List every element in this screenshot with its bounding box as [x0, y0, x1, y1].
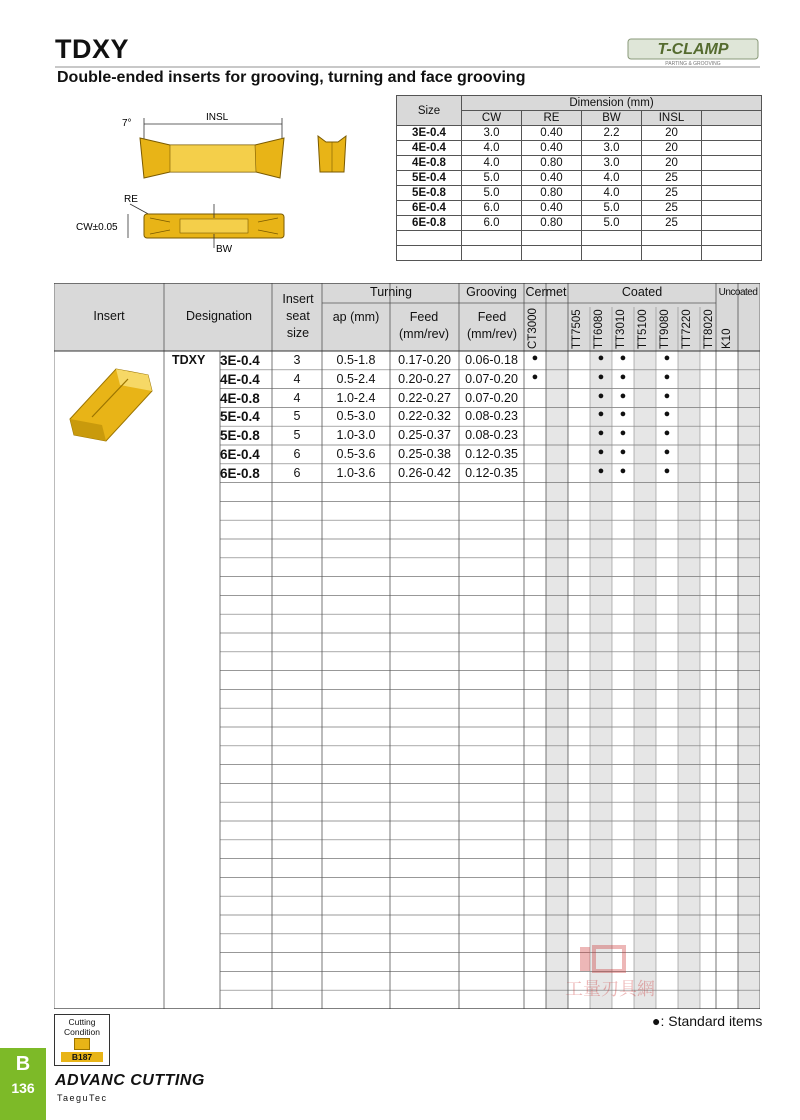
page-number: 136 — [11, 1080, 35, 1096]
section-tab — [0, 1048, 46, 1120]
dim-cell-cw: 5.0 — [462, 186, 522, 201]
dim-cell-insl: 20 — [642, 141, 702, 156]
grade-label-tt5100: TT5100 — [637, 309, 649, 349]
availability-dot-tt9080: ● — [663, 446, 671, 458]
dim-cell-blank — [702, 231, 762, 246]
designation: 6E-0.8 — [220, 465, 260, 481]
feed-grooving: 0.07-0.20 — [465, 371, 518, 386]
dim-cell-size — [397, 231, 462, 246]
col-bw: BW — [582, 111, 642, 126]
seat-size: 5 — [293, 409, 301, 424]
dimension-group-header: Dimension (mm) — [462, 96, 762, 111]
feed-turning: 0.26-0.42 — [398, 465, 451, 480]
designation-prefix: TDXY — [172, 353, 206, 367]
page-title: TDXY — [55, 34, 130, 64]
dimension-row — [397, 246, 762, 261]
dim-cell-insl — [642, 246, 702, 261]
dim-cell-re — [522, 231, 582, 246]
availability-dot-tt9080: ● — [663, 352, 671, 364]
dim-cell-insl: 25 — [642, 216, 702, 231]
seat-size: 6 — [293, 447, 301, 461]
col-re: RE — [522, 111, 582, 126]
dim-cell-cw — [462, 246, 522, 261]
dim-cell-insl: 20 — [642, 126, 702, 141]
dim-cell-bw: 4.0 — [582, 186, 642, 201]
dim-cell-re: 0.80 — [522, 156, 582, 171]
feed-grooving: 0.07-0.20 — [465, 390, 518, 405]
feed-turning: 0.22-0.32 — [398, 409, 451, 424]
dim-cell-bw: 5.0 — [582, 201, 642, 216]
dim-cell-re: 0.80 — [522, 186, 582, 201]
header-insert: Insert — [93, 309, 125, 323]
page-subtitle: Double-ended inserts for grooving, turning and face grooving — [57, 69, 526, 86]
dim-cell-bw: 3.0 — [582, 141, 642, 156]
dim-cell-blank — [702, 126, 762, 141]
ap-value: 1.0-3.6 — [336, 465, 376, 480]
re-label: RE — [124, 194, 138, 205]
dim-cell-cw: 6.0 — [462, 216, 522, 231]
grade-label-tt8020: TT8020 — [703, 309, 715, 349]
ap-value: 0.5-3.6 — [336, 447, 376, 461]
dim-cell-size: 6E-0.8 — [397, 216, 462, 231]
dim-cell-re: 0.40 — [522, 201, 582, 216]
header-uncoated: Uncoated — [718, 287, 758, 298]
dim-cell-cw: 3.0 — [462, 126, 522, 141]
angle-label: 7° — [122, 118, 132, 129]
seat-size: 4 — [293, 371, 301, 386]
watermark-logo — [540, 945, 680, 1015]
insert-icon — [74, 1038, 90, 1050]
dim-cell-insl — [642, 231, 702, 246]
cutting-condition-ref: B187 — [61, 1052, 103, 1062]
dimension-row — [397, 216, 762, 231]
dim-cell-size: 3E-0.4 — [397, 126, 462, 141]
grade-label-ct3000: CT3000 — [527, 308, 539, 349]
availability-dot-tt3010: ● — [619, 370, 627, 383]
header-coated: Coated — [621, 285, 663, 299]
logo-text: T-CLAMP — [657, 41, 729, 58]
availability-dot-tt9080: ● — [663, 408, 671, 421]
designation: 5E-0.4 — [220, 409, 260, 425]
feed-turning: 0.22-0.27 — [398, 390, 451, 405]
dimension-table — [396, 95, 762, 261]
header-ap: ap (mm) — [332, 310, 380, 324]
availability-dot-tt3010: ● — [619, 464, 627, 477]
dim-cell-blank — [702, 216, 762, 231]
dim-cell-insl: 20 — [642, 156, 702, 171]
feed-grooving: 0.06-0.18 — [465, 353, 518, 367]
dim-cell-size: 4E-0.8 — [397, 156, 462, 171]
header-grooving: Grooving — [466, 285, 517, 299]
svg-text:工量刃具網: 工量刃具網 — [565, 979, 655, 1000]
dim-cell-blank — [702, 141, 762, 156]
grade-label-tt7220: TT7220 — [681, 309, 693, 349]
grade-label-tt3010: TT3010 — [615, 309, 627, 349]
size-header: Size — [397, 96, 462, 126]
availability-dot-tt3010: ● — [619, 408, 627, 421]
availability-dot-tt3010: ● — [619, 446, 627, 458]
header-turning: Turning — [370, 285, 412, 299]
availability-dot-tt6080: ● — [597, 464, 605, 477]
feed-turning: 0.25-0.38 — [398, 447, 451, 461]
availability-dot-tt6080: ● — [597, 389, 605, 402]
legend-standard-items: ●: Standard items — [652, 1013, 763, 1029]
dim-cell-bw: 3.0 — [582, 156, 642, 171]
dim-cell-bw: 4.0 — [582, 171, 642, 186]
designation: 4E-0.8 — [220, 390, 260, 406]
feed-turning: 0.17-0.20 — [398, 353, 451, 367]
feed-grooving: 0.12-0.35 — [465, 465, 518, 480]
dim-cell-re — [522, 246, 582, 261]
dimension-row — [397, 141, 762, 156]
dim-cell-size: 4E-0.4 — [397, 141, 462, 156]
dimension-row — [397, 186, 762, 201]
designation: 3E-0.4 — [220, 353, 260, 368]
dim-cell-bw — [582, 246, 642, 261]
insl-label: INSL — [206, 112, 229, 123]
availability-dot-tt6080: ● — [597, 427, 605, 440]
dim-cell-size: 6E-0.4 — [397, 201, 462, 216]
ap-value: 0.5-3.0 — [336, 409, 376, 424]
dim-cell-cw: 4.0 — [462, 141, 522, 156]
availability-dot-tt9080: ● — [663, 427, 671, 440]
designation: 6E-0.4 — [220, 447, 260, 462]
dim-cell-blank — [702, 171, 762, 186]
ap-value: 1.0-2.4 — [336, 390, 376, 405]
dim-cell-re: 0.40 — [522, 126, 582, 141]
cutting-condition-link[interactable] — [54, 1014, 110, 1066]
feed-grooving: 0.12-0.35 — [465, 447, 518, 461]
dim-cell-blank — [702, 156, 762, 171]
dimension-row — [397, 126, 762, 141]
dim-cell-cw: 4.0 — [462, 156, 522, 171]
dim-cell-size: 5E-0.4 — [397, 171, 462, 186]
col-cw: CW — [462, 111, 522, 126]
ap-value: 0.5-2.4 — [336, 371, 376, 386]
dimension-row — [397, 171, 762, 186]
brand-subtitle: TaeguTec — [57, 1093, 108, 1103]
section-letter: B — [15, 1053, 31, 1075]
dim-cell-insl: 25 — [642, 171, 702, 186]
cw-label: CW±0.05 — [76, 222, 118, 233]
dim-cell-size — [397, 246, 462, 261]
col-insl: INSL — [642, 111, 702, 126]
availability-dot-tt9080: ● — [663, 464, 671, 477]
dim-cell-blank — [702, 186, 762, 201]
availability-dot-tt6080: ● — [597, 446, 605, 458]
t-clamp-logo — [626, 33, 760, 67]
dim-cell-re: 0.40 — [522, 171, 582, 186]
dim-cell-bw: 2.2 — [582, 126, 642, 141]
availability-dot-tt6080: ● — [597, 408, 605, 421]
availability-dot-tt3010: ● — [619, 389, 627, 402]
dimension-row — [397, 156, 762, 171]
dim-cell-cw: 5.0 — [462, 171, 522, 186]
seat-size: 6 — [293, 465, 301, 480]
dim-cell-cw — [462, 231, 522, 246]
dim-cell-bw: 5.0 — [582, 216, 642, 231]
grade-label-tt6080: TT6080 — [593, 309, 605, 349]
seat-size: 3 — [293, 353, 301, 367]
feed-turning: 0.25-0.37 — [398, 428, 451, 443]
bw-label: BW — [216, 244, 233, 255]
grade-label-tt7505: TT7505 — [571, 309, 583, 349]
dim-cell-re: 0.40 — [522, 141, 582, 156]
dim-cell-insl: 25 — [642, 201, 702, 216]
dim-cell-blank — [702, 201, 762, 216]
feed-grooving: 0.08-0.23 — [465, 409, 518, 424]
availability-dot-tt3010: ● — [619, 427, 627, 440]
availability-dot-ct3000: ● — [531, 352, 539, 364]
insert-photo — [62, 361, 158, 445]
availability-dot-tt9080: ● — [663, 389, 671, 402]
header-feed-turning: Feed (mm/rev) — [399, 310, 449, 341]
header-designation: Designation — [185, 309, 252, 323]
col-blank — [702, 111, 762, 126]
dimension-row — [397, 231, 762, 246]
dim-cell-size: 5E-0.8 — [397, 186, 462, 201]
availability-dot-tt6080: ● — [597, 352, 605, 364]
header-seat: Insert seat size — [282, 292, 314, 340]
grade-label-tt9080: TT9080 — [659, 309, 671, 349]
cutting-condition-line2: Condition — [64, 1027, 100, 1037]
brand-logo: ADVANC CUTTING — [55, 1072, 205, 1089]
dim-cell-insl: 25 — [642, 186, 702, 201]
dim-cell-blank — [702, 246, 762, 261]
dim-cell-cw: 6.0 — [462, 201, 522, 216]
designation: 4E-0.4 — [220, 371, 260, 387]
dim-cell-bw — [582, 231, 642, 246]
insert-drawing — [70, 100, 370, 270]
feed-turning: 0.20-0.27 — [398, 371, 451, 386]
ap-value: 1.0-3.0 — [336, 428, 376, 443]
feed-grooving: 0.08-0.23 — [465, 428, 518, 443]
product-table — [54, 283, 760, 1009]
seat-size: 5 — [293, 428, 301, 443]
seat-size: 4 — [293, 390, 301, 405]
availability-dot-tt6080: ● — [597, 370, 605, 383]
grade-label-k10: K10 — [721, 328, 733, 349]
availability-dot-tt9080: ● — [663, 370, 671, 383]
dim-cell-re: 0.80 — [522, 216, 582, 231]
header-cermet: Cermet — [525, 285, 567, 299]
availability-dot-tt3010: ● — [619, 352, 627, 364]
designation: 5E-0.8 — [220, 428, 260, 444]
cutting-condition-line1: Cutting — [68, 1017, 96, 1027]
ap-value: 0.5-1.8 — [336, 353, 376, 367]
logo-subtext: PARTING & GROOVING — [665, 61, 721, 67]
availability-dot-ct3000: ● — [531, 370, 539, 383]
header-feed-grooving: Feed (mm/rev) — [467, 310, 517, 341]
dimension-row — [397, 201, 762, 216]
